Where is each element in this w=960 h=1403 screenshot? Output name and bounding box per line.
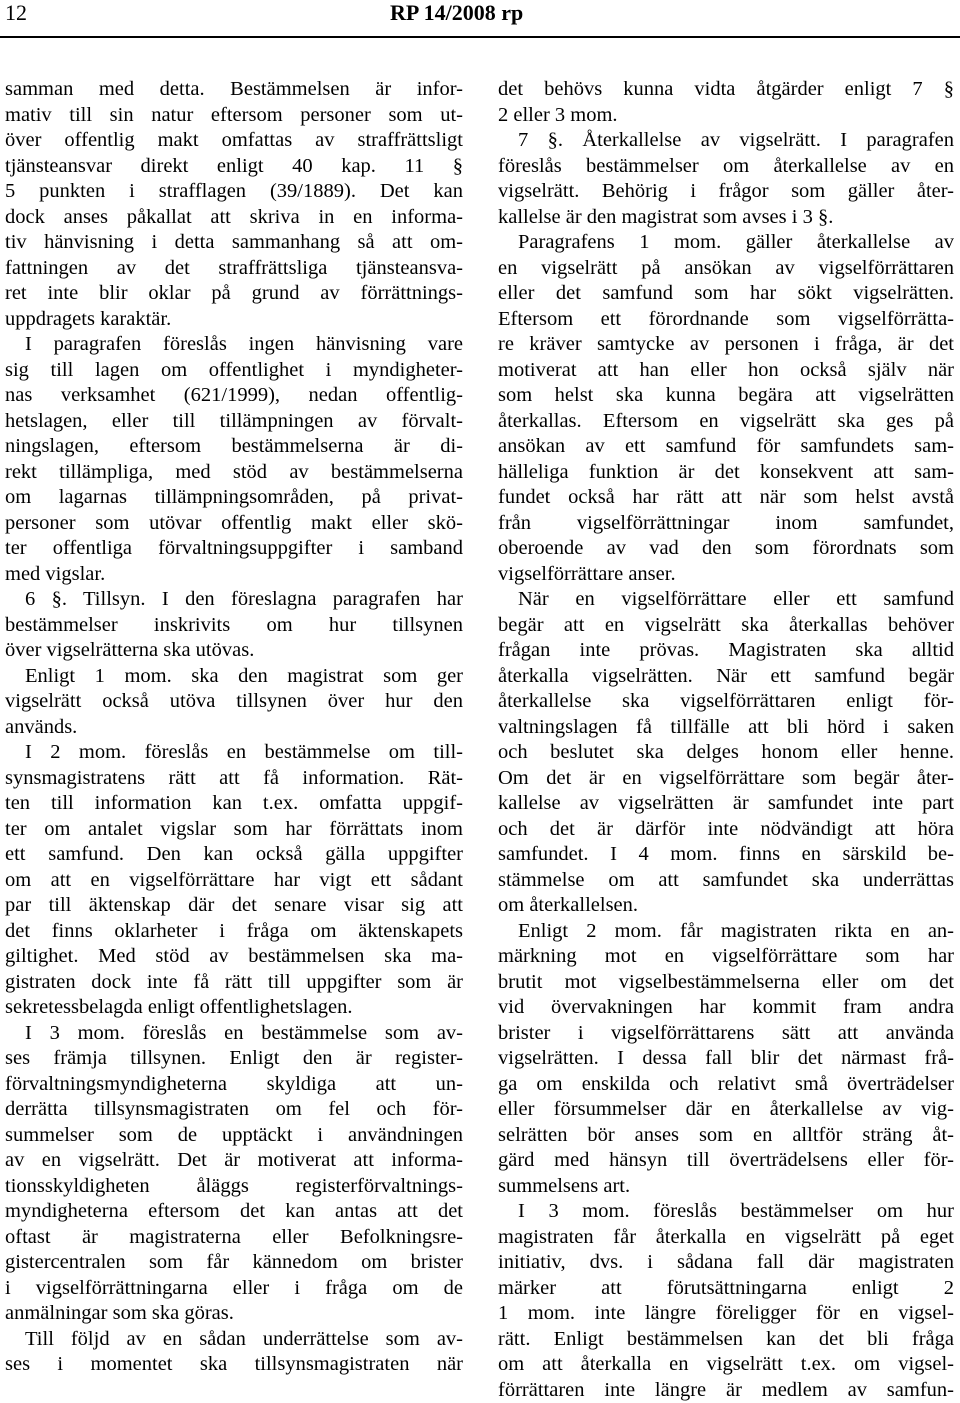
text-line: motiverat att han eller hon också själv när [498,358,954,384]
text-line: summelsens art. [498,1174,954,1200]
text-line: ansökan av ett samfund för samfundets sam- [498,434,954,460]
text-line: ter om antalet vigslar som har förrättats inom [5,817,463,843]
text-line: återkallas. Eftersom en vigselrätt ska ges på [498,409,954,435]
text-line: vid övervakningen har kommit fram andra [498,995,954,1021]
text-line: När en vigselförrättare eller ett samfund [498,587,954,613]
text-line: I 3 mom. föreslås en bestämmelse som av- [5,1021,463,1047]
text-line: I 2 mom. föreslås en bestämmelse om till- [5,740,463,766]
text-line: ter offentliga förvaltningsuppgifter i samband [5,536,463,562]
text-line: gistercentralen som får kännedom om brister [5,1250,463,1276]
text-line: I paragrafen föreslås ingen hänvisning vare [5,332,463,358]
text-line: Enligt 2 mom. får magistraten rikta en an- [498,919,954,945]
text-line: kallelse av vigselrätten är samfundet inte part [498,791,954,817]
text-line: fundet också har rätt att när som helst avstå [498,485,954,511]
text-line: selrätten bör anses som en alltför sträng åt- [498,1123,954,1149]
text-line: uppdragets karaktär. [5,307,463,333]
text-line: summelser som de upptäckt i användningen [5,1123,463,1149]
text-line: ningslagen, eftersom bestämmelserna är di- [5,434,463,460]
text-line: vigselrätt. Behörig i frågor som gäller åter- [498,179,954,205]
text-line: kallelse är den magistrat som avses i 3 §. [498,205,954,231]
text-line: 2 eller 3 mom. [498,103,954,129]
text-line: 5 punkten i strafflagen (39/1889). Det kan [5,179,463,205]
text-line: i vigselförrättningarna eller i fråga om de [5,1276,463,1302]
text-line: giltighet. Med stöd av bestämmelsen ska ma- [5,944,463,970]
text-line: sekretessbelagda enligt offentlighetslagen. [5,995,463,1021]
text-line: eller försummelser där en återkallelse av vig- [498,1097,954,1123]
text-line: rätt. Enligt bestämmelsen kan det bli fråga [498,1327,954,1353]
text-line: används. [5,715,463,741]
text-line: om att återkalla en vigselrätt t.ex. om vigsel- [498,1352,954,1378]
text-line: hetslagen, eller till tillämpningen av förvalt- [5,409,463,435]
text-line: vigselförrättare anser. [498,562,954,588]
text-line: som helst ska kunna begära att vigselrätten [498,383,954,409]
text-line: det finns oklarheter i fråga om äktenskapets [5,919,463,945]
text-line: märker att förutsättningarna enligt 2 [498,1276,954,1302]
text-line: tiv hänvisning i detta sammanhang så att om- [5,230,463,256]
text-line: oberoende av vad den som förordnats som [498,536,954,562]
text-line: Till följd av en sådan underrättelse som av- [5,1327,463,1353]
text-line: föreslås bestämmelser om återkallelse av en [498,154,954,180]
text-line: med vigslar. [5,562,463,588]
text-line: tionsskyldigheten åläggs registerförvaltnings- [5,1174,463,1200]
text-line: ga om enskilda och relativt små överträdelser [498,1072,954,1098]
text-line: synsmagistratens rätt att få information. Rät- [5,766,463,792]
text-line: och det är därför inte nödvändigt att höra [498,817,954,843]
text-line: ret inte blir oklar på grund av förrättnings- [5,281,463,307]
text-line: Eftersom ett förordnande som vigselförrätta- [498,307,954,333]
text-line: förrättaren inte längre är medlem av samfun- [498,1378,954,1403]
text-line: 6 §. Tillsyn. I den föreslagna paragrafen har [5,587,463,613]
text-line: vigselrätt också utöva tillsynen över hur den [5,689,463,715]
text-line: Enligt 1 mom. ska den magistrat som ger [5,664,463,690]
text-line: eller det samfund som har sökt vigselrätten. [498,281,954,307]
text-line: myndigheterna eftersom det kan antas att det [5,1199,463,1225]
text-line: hälleliga funktion är det konsekvent att sam- [498,460,954,486]
page-number: 12 [5,0,27,26]
text-line: tjänsteansvar direkt enligt 40 kap. 11 § [5,154,463,180]
text-line: initiativ, dvs. i sådana fall där magistraten [498,1250,954,1276]
text-line: förvaltningsmyndigheterna skyldiga att un- [5,1072,463,1098]
text-line: oftast är magistraterna eller Befolkningsre- [5,1225,463,1251]
text-line: par till äktenskap där det senare visar sig att [5,893,463,919]
text-line: re kräver samtycke av personen i fråga, är det [498,332,954,358]
text-line: ses främja tillsynen. Enligt den är register- [5,1046,463,1072]
header-rule [0,36,960,38]
text-line: Paragrafens 1 mom. gäller återkallelse av [498,230,954,256]
text-line: begär att en vigselrätt ska återkallas behöver [498,613,954,639]
text-line: valtningslagen få tillfälle att bli hörd i saken [498,715,954,741]
text-line: derrätta tillsynsmagistraten om fel och för- [5,1097,463,1123]
text-line: över vigselrätterna ska utövas. [5,638,463,664]
text-line: 7 §. Återkallelse av vigselrätt. I paragrafen [498,128,954,154]
text-line: märkning mot en vigselförrättare som har [498,944,954,970]
text-line: återkalla vigselrätten. När ett samfund begär [498,664,954,690]
text-line: vigselrätten. I dessa fall blir det närmast frå- [498,1046,954,1072]
text-line: det behövs kunna vidta åtgärder enligt 7 § [498,77,954,103]
text-line: om lagarnas tillämpningsområden, på privat- [5,485,463,511]
text-line: personer som utövar offentlig makt eller skö- [5,511,463,537]
text-line: och beslutet ska delges honom eller henne. [498,740,954,766]
text-line: brister i vigselförrättarens sätt att använda [498,1021,954,1047]
text-line: samfundet. I 4 mom. finns en särskild be- [498,842,954,868]
left-column [5,77,463,1378]
text-line: ses i momentet ska tillsynsmagistraten när [5,1352,463,1378]
right-column [498,77,954,1403]
text-line: gärd med hänsyn till överträdelsens eller för- [498,1148,954,1174]
text-line: nas verksamhet (621/1999), nedan offentlig- [5,383,463,409]
text-line: bestämmelser inskrivits om hur tillsynen [5,613,463,639]
text-line: en vigselrätt på ansökan av vigselförrättaren [498,256,954,282]
text-line: om återkallelsen. [498,893,954,919]
text-line: Om det är en vigselförrättare som begär åter- [498,766,954,792]
text-line: från vigselförrättningar inom samfundet, [498,511,954,537]
text-line: fattningen av det straffrättsliga tjänsteansva- [5,256,463,282]
text-line: ett samfund. Den kan också gälla uppgifter [5,842,463,868]
text-line: mativ till sin natur eftersom personer som ut- [5,103,463,129]
text-line: rekt tillämpliga, med stöd av bestämmelserna [5,460,463,486]
text-line: magistraten får återkalla en vigselrätt på eget [498,1225,954,1251]
text-line: om att en vigselförrättare har vigt ett sådant [5,868,463,894]
text-line: gistraten dock inte få rätt till uppgifter som är [5,970,463,996]
text-line: samman med detta. Bestämmelsen är infor- [5,77,463,103]
text-line: stämmelse om att samfundet ska underrättas [498,868,954,894]
text-line: ten till information kan t.ex. omfatta uppgif- [5,791,463,817]
text-line: av en vigselrätt. Det är motiverat att informa- [5,1148,463,1174]
text-line: över offentlig makt omfattas av straffrättsligt [5,128,463,154]
text-line: återkallelse ska vigselförrättaren enligt för- [498,689,954,715]
text-line: anmälningar som ska göras. [5,1301,463,1327]
text-line: brutit mot vigselbestämmelserna eller om det [498,970,954,996]
running-title: RP 14/2008 rp [390,0,523,26]
text-line: 1 mom. inte längre föreligger för en vigsel- [498,1301,954,1327]
text-line: sig till lagen om offentlighet i myndigheter- [5,358,463,384]
text-line: I 3 mom. föreslås bestämmelser om hur [498,1199,954,1225]
text-line: dock anses påkallat att skriva in en informa- [5,205,463,231]
text-line: frågan inte prövas. Magistraten ska alltid [498,638,954,664]
